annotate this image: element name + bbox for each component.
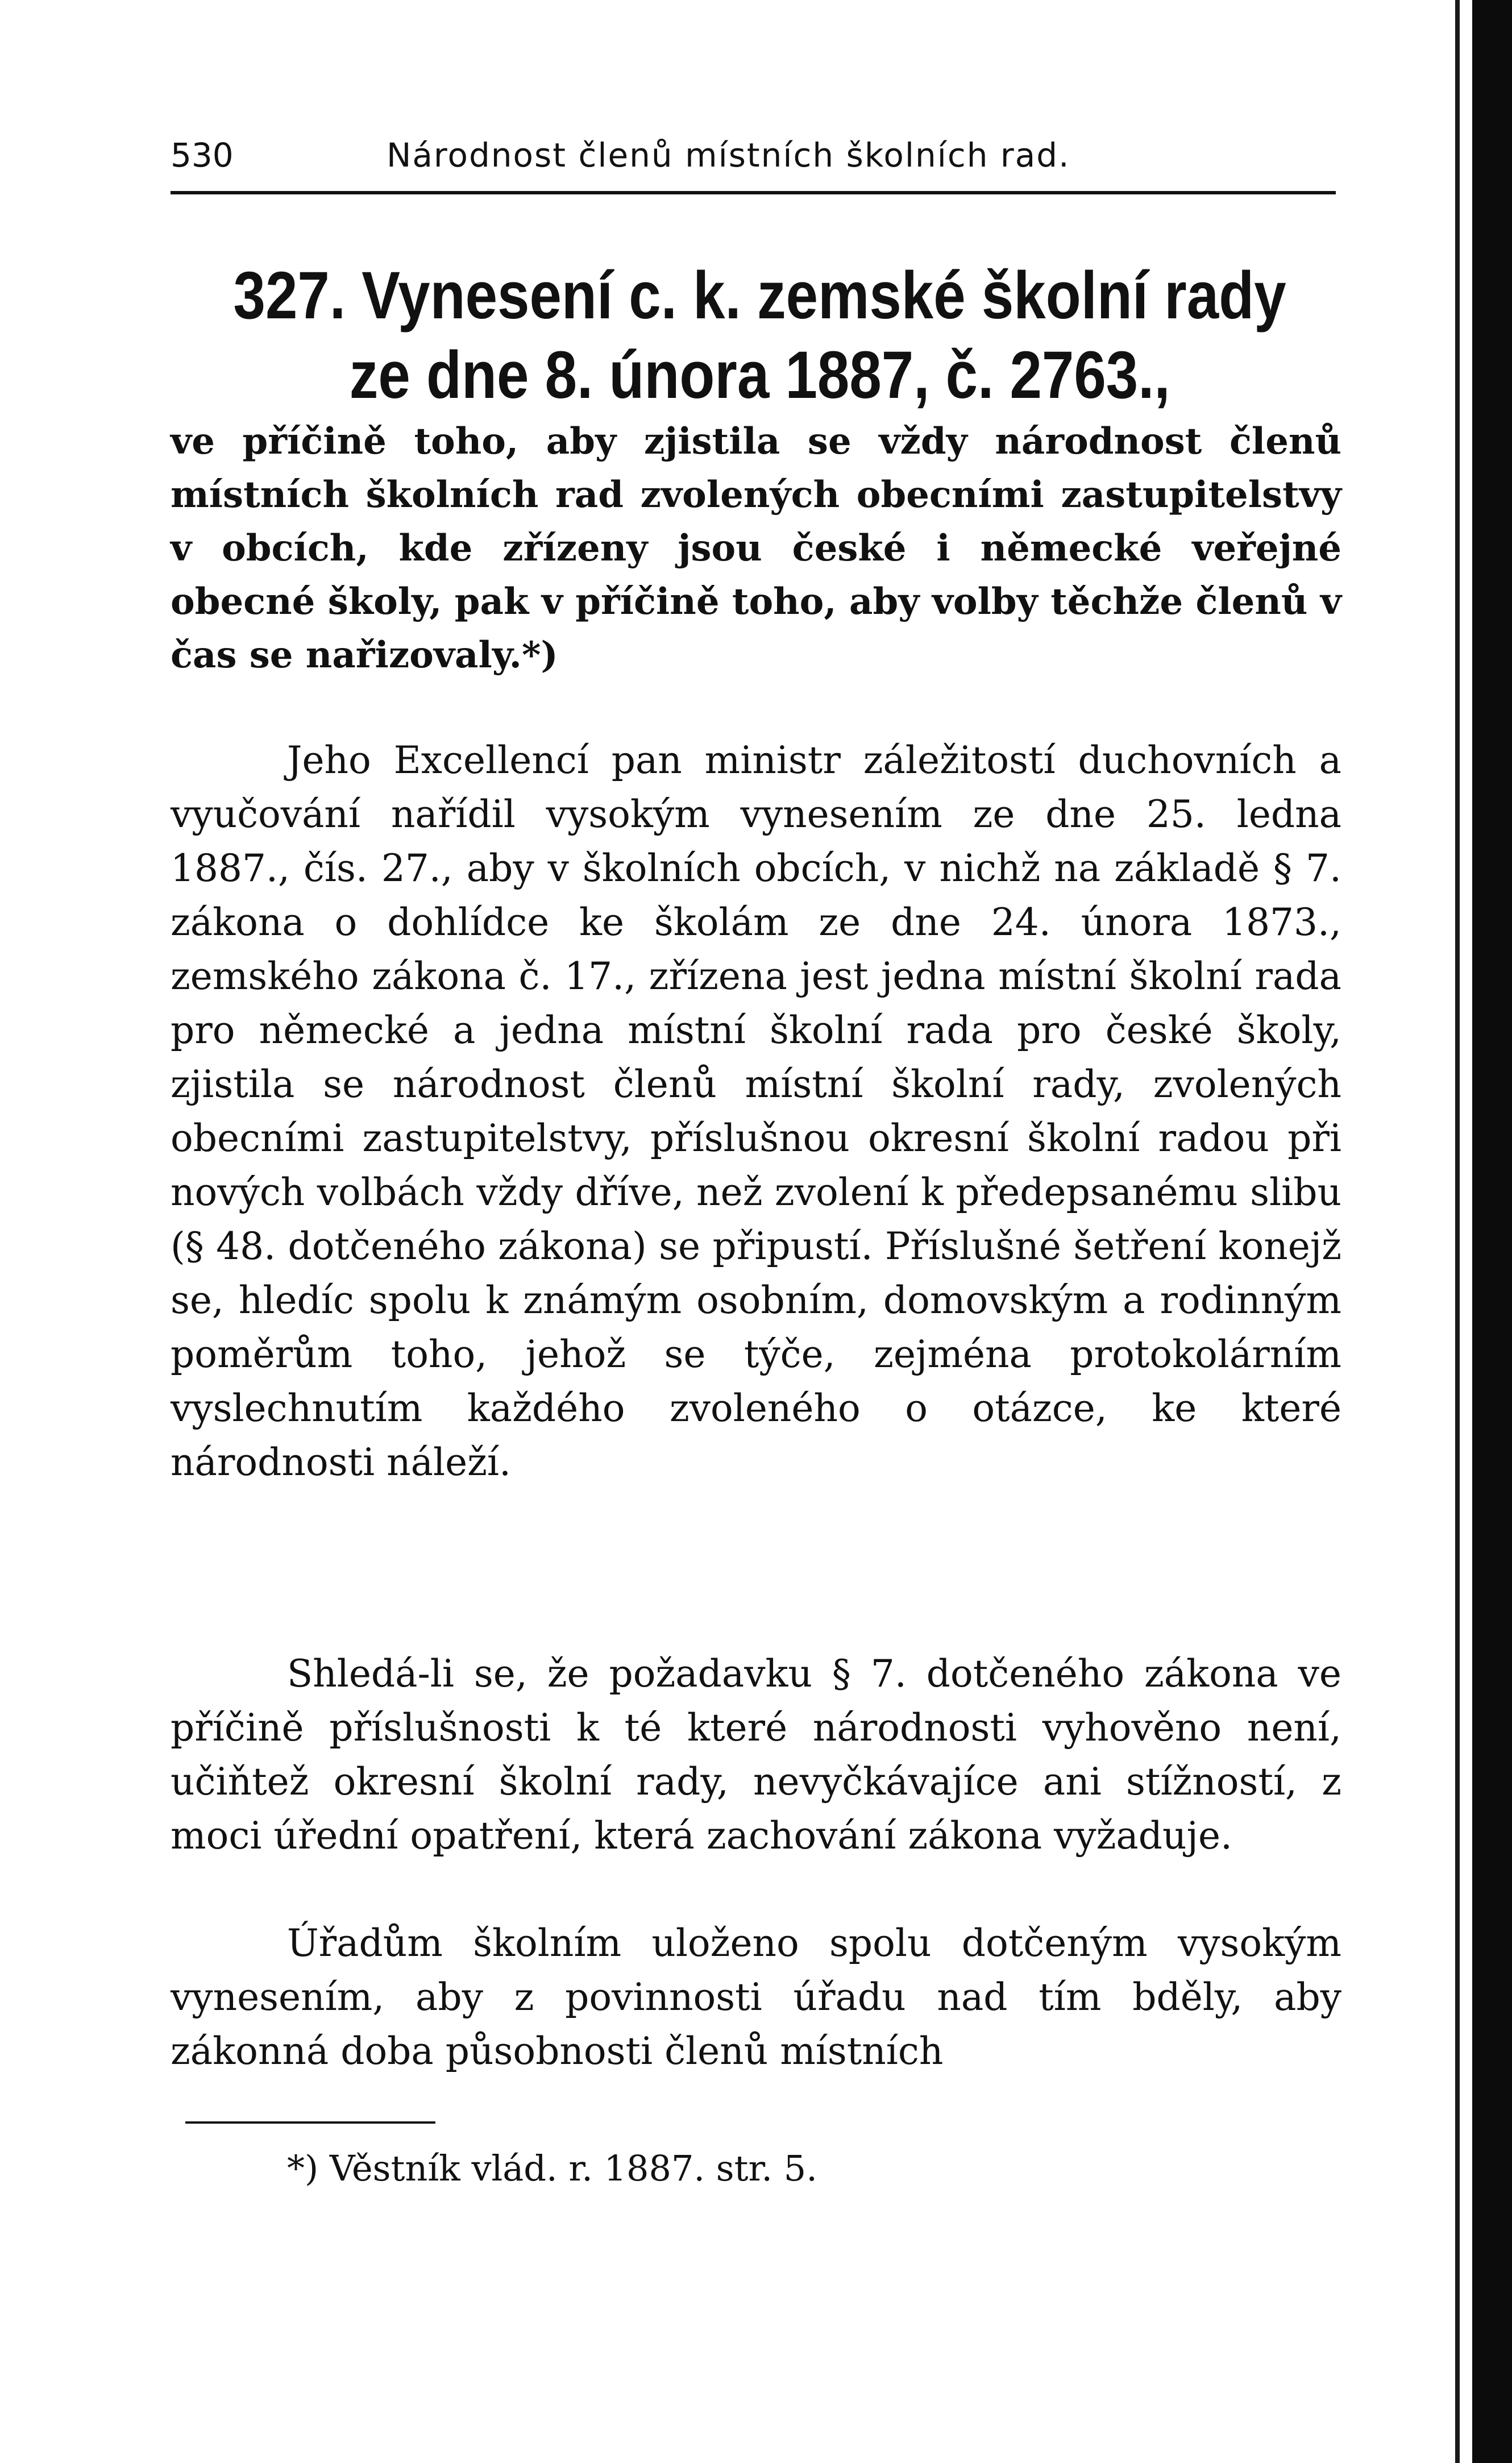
section-subtitle: ve příčině toho, aby zjistila se vždy národnost členů místních školních rad zvolených obecními zastupitelstvy v obcích, kde zřízeny jsou české i německé veřejné obecné školy, pak v příčině toho, aby volby těchže členů v čas se nařizovaly.*) [171,420,1341,676]
page-header [171,130,1336,181]
page-edge-shadow [1472,0,1512,2463]
heading-line-2: ze dne 8. února 1887, č. 2763., [349,338,1170,413]
paragraph-2: Shledá-li se, že požadavku § 7. dotčeného zákona ve příčině příslušnosti k té které národnosti vyhověno není, učiňtež okresní školní rady, nevyčkávajíce ani stížností, z moci úřední opatření, která zachování zákona vyžaduje. [171,1652,1341,1858]
page-edge-line [1455,0,1460,2463]
footnote: *) Věstník vlád. r. 1887. str. 5. [287,2148,817,2189]
paragraph-3: Úřadům školním uloženo spolu dotčeným vysokým vynesením, aby z povinnosti úřadu nad tím bděly, aby zákonná doba působnosti členů místních [171,1921,1341,2073]
paragraph-1: Jeho Excellencí pan ministr záležitostí duchovních a vyučování nařídil vysokým vynesením ze dne 25. ledna 1887., čís. 27., aby v školních obcích, v nichž na základě § 7. zákona o dohlídce ke školám ze dne 24. února 1873., zemského zákona č. 17., zřízena jest jedna místní školní rada pro německé a jedna místní školní rada pro české školy, zjistila se národnost členů místní školní rady, zvolených obecními zastupitelstvy, příslušnou okresní školní radou při nových volbách vždy dříve, než zvolení k předepsanému slibu (§ 48. dotčeného zákona) se připustí. Příslušné šetření konejž se, hledíc spolu k známým osobním, domovským a rodinným poměrům toho, jehož se týče, zejména protokolárním vyslechnutím každého zvoleného o otázce, ke které národnosti náleží. [171,738,1341,1484]
heading-line-1: 327. Vynesení c. k. zemské školní rady [233,258,1286,333]
page-number: 530 [171,136,234,175]
running-title: Národnost členů místních školních rad. [387,136,1070,175]
section-heading [168,256,1351,415]
header-rule [171,191,1336,194]
footnote-rule [185,2121,435,2124]
